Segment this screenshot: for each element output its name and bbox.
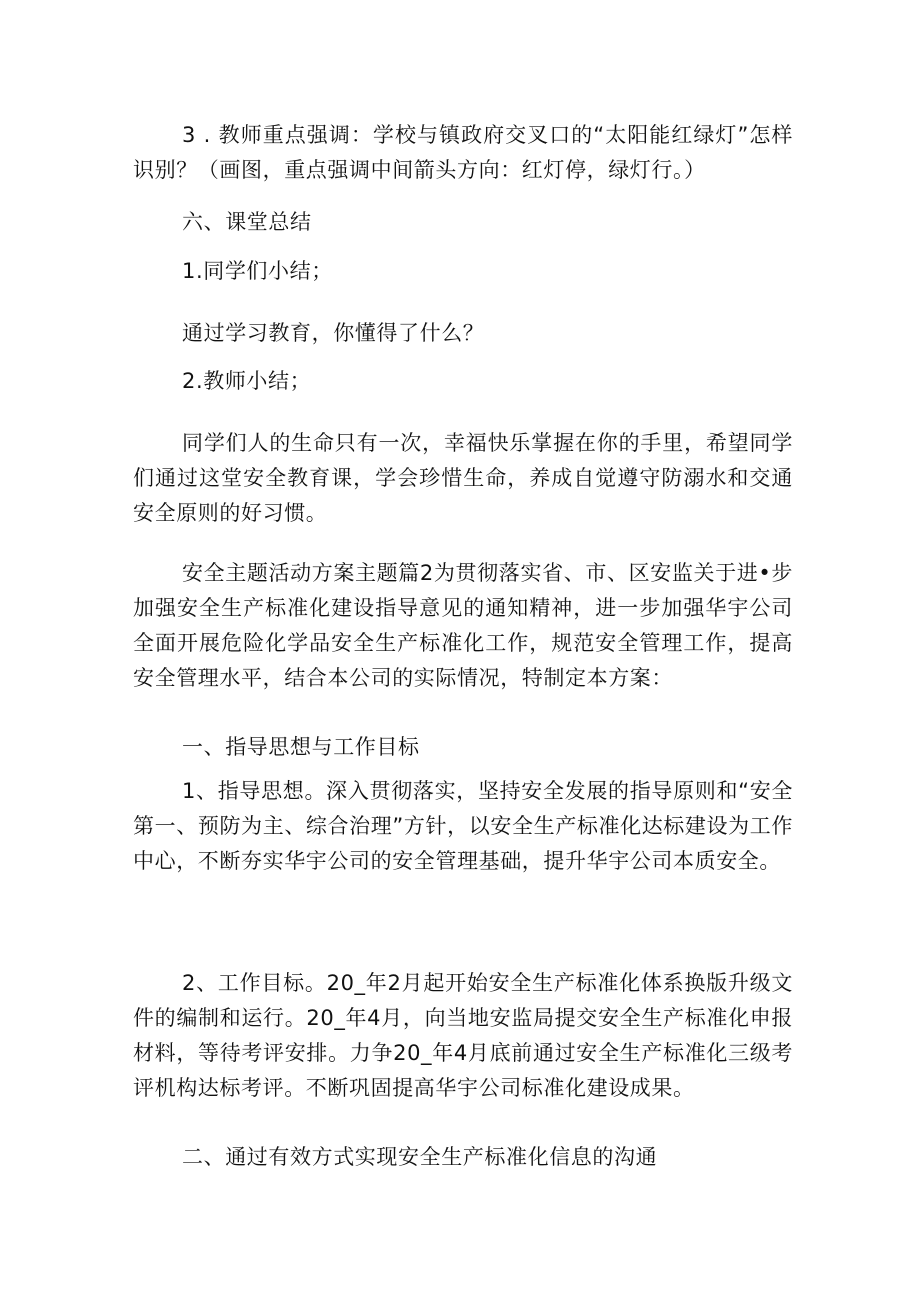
paragraph-question: 通过学习教育，你懂得了什么？ (182, 321, 485, 345)
paragraph-teacher-summary: 2.教师小结； (182, 369, 312, 393)
paragraph-student-summary: 1.同学们小结； (182, 259, 333, 283)
heading-guiding-thought: 一、指导思想与工作目标 (182, 735, 420, 759)
paragraph-traffic-light-emphasis: 3 . 教师重点强调：学校与镇政府交叉口的“太阳能红绿灯”怎样识别？（画图，重点强调中间箭头方向：红灯停，绿灯行。） (133, 123, 793, 182)
paragraph-guiding-thought: 1、指导思想。深入贯彻落实，坚持安全发展的指导原则和“安全第一、预防为主、综合治理”方针，以安全生产标准化达标建设为工作中心，不断夯实华宇公司的安全管理基础，提升华宇公司本质安全。 (133, 779, 793, 873)
paragraph-work-target: 2、工作目标。20_年2月起开始安全生产标准化体系换版升级文件的编制和运行。20_年4月，向当地安监局提交安全生产标准化申报材料，等待考评安排。力争20_年4月底前通过安全生产标准化三级考评机构达标考评。不断巩固提高华宇公司标准化建设成果。 (133, 971, 793, 1100)
paragraph-plan-intro: 安全主题活动方案主题篇2为贯彻落实省、市、区安监关于进•步加强安全生产标准化建设指导意见的通知精神，进一步加强华宇公司全面开展危险化学品安全生产标准化工作，规范安全管理工作，提高安全管理水平，结合本公司的实际情况，特制定本方案： (133, 561, 793, 690)
heading-communication: 二、通过有效方式实现安全生产标准化信息的沟通 (182, 1145, 658, 1169)
heading-class-summary: 六、课堂总结 (182, 210, 312, 234)
paragraph-life-once: 同学们人的生命只有一次，幸福快乐掌握在你的手里，希望同学们通过这堂安全教育课，学会珍惜生命，养成自觉遵守防溺水和交通安全原则的好习惯。 (133, 431, 793, 525)
